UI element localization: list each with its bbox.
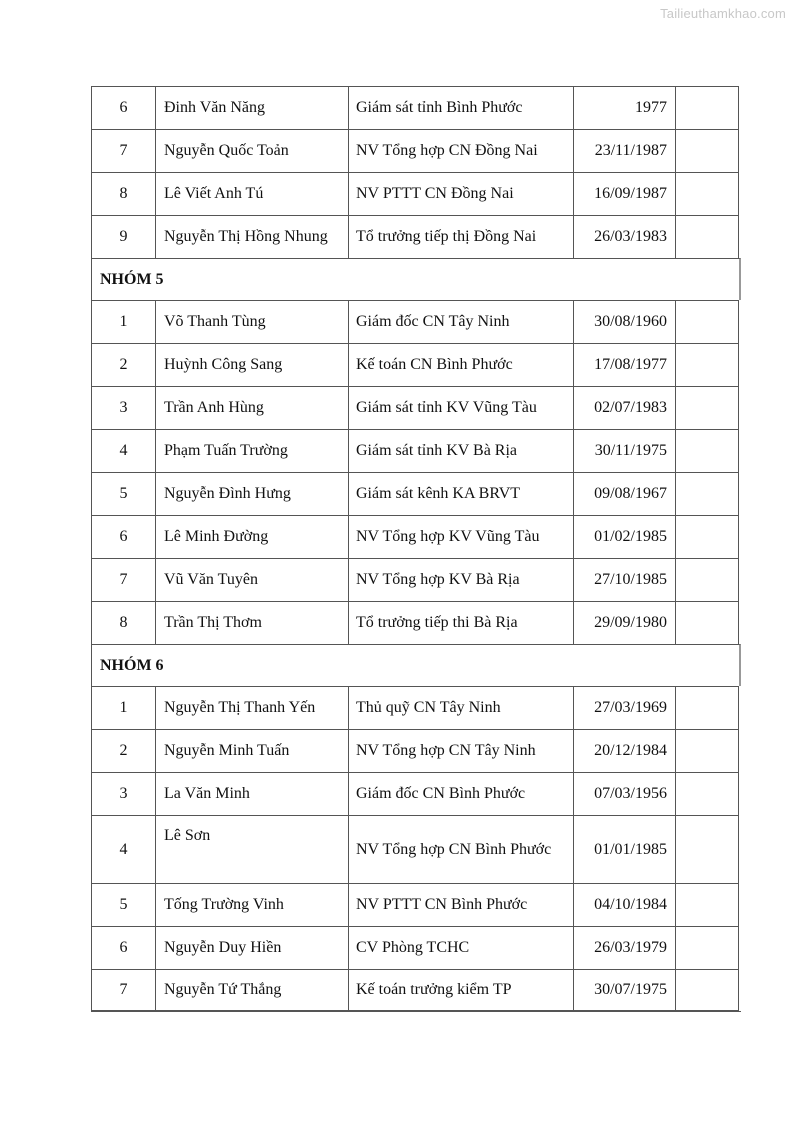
- cell-dob: 04/10/1984: [573, 883, 675, 926]
- cell-position: NV Tổng hợp CN Đồng Nai: [348, 129, 573, 172]
- cell-no: 1: [91, 686, 155, 729]
- table-row: [91, 386, 741, 429]
- cell-note: [675, 772, 739, 815]
- cell-note: [675, 729, 739, 772]
- table-row: [91, 172, 741, 215]
- cell-position: NV Tổng hợp CN Tây Ninh: [348, 729, 573, 772]
- cell-name: Nguyễn Đình Hưng: [155, 472, 348, 515]
- cell-dob: 27/03/1969: [573, 686, 675, 729]
- cell-no: 4: [91, 429, 155, 472]
- cell-name: Lê Viết Anh Tú: [155, 172, 348, 215]
- cell-position: Kế toán CN Bình Phước: [348, 343, 573, 386]
- cell-name: Lê Sơn: [155, 815, 348, 883]
- cell-no: 1: [91, 300, 155, 343]
- cell-name: Vũ Văn Tuyên: [155, 558, 348, 601]
- cell-name: La Văn Minh: [155, 772, 348, 815]
- cell-no: 9: [91, 215, 155, 258]
- cell-dob: 09/08/1967: [573, 472, 675, 515]
- cell-note: [675, 86, 739, 129]
- cell-dob: 30/11/1975: [573, 429, 675, 472]
- table-row: [91, 729, 741, 772]
- cell-position: Giám sát kênh KA BRVT: [348, 472, 573, 515]
- cell-name: Tống Trường Vinh: [155, 883, 348, 926]
- cell-dob: 23/11/1987: [573, 129, 675, 172]
- group-header-5: [91, 258, 741, 300]
- cell-dob: 07/03/1956: [573, 772, 675, 815]
- table-row: [91, 86, 741, 129]
- cell-note: [675, 926, 739, 969]
- cell-position: NV Tổng hợp CN Bình Phước: [348, 815, 573, 883]
- cell-dob: 20/12/1984: [573, 729, 675, 772]
- cell-no: 6: [91, 926, 155, 969]
- table-row: [91, 558, 741, 601]
- table-row: [91, 883, 741, 926]
- cell-dob: 26/03/1979: [573, 926, 675, 969]
- cell-note: [675, 969, 739, 1011]
- cell-note: [675, 601, 739, 644]
- cell-note: [675, 883, 739, 926]
- cell-name: Võ Thanh Tùng: [155, 300, 348, 343]
- table-row: [91, 300, 741, 343]
- table-row: [91, 815, 741, 883]
- group-title: NHÓM 6: [91, 644, 741, 686]
- cell-name: Đinh Văn Năng: [155, 86, 348, 129]
- cell-position: Thủ quỹ CN Tây Ninh: [348, 686, 573, 729]
- staff-table: [91, 86, 741, 1012]
- cell-dob: 1977: [573, 86, 675, 129]
- cell-dob: 27/10/1985: [573, 558, 675, 601]
- group-title: NHÓM 5: [91, 258, 741, 300]
- cell-no: 2: [91, 343, 155, 386]
- cell-position: NV PTTT CN Bình Phước: [348, 883, 573, 926]
- cell-position: Giám đốc CN Bình Phước: [348, 772, 573, 815]
- watermark: Tailieuthamkhao.com: [660, 6, 786, 21]
- cell-note: [675, 129, 739, 172]
- cell-name: Huỳnh Công Sang: [155, 343, 348, 386]
- cell-name: Nguyễn Minh Tuấn: [155, 729, 348, 772]
- table-row: [91, 969, 741, 1012]
- table-row: [91, 472, 741, 515]
- cell-position: CV Phòng TCHC: [348, 926, 573, 969]
- cell-position: NV Tổng hợp KV Vũng Tàu: [348, 515, 573, 558]
- cell-name: Lê Minh Đường: [155, 515, 348, 558]
- cell-note: [675, 472, 739, 515]
- cell-dob: 29/09/1980: [573, 601, 675, 644]
- cell-dob: 26/03/1983: [573, 215, 675, 258]
- cell-position: Tổ trưởng tiếp thị Đồng Nai: [348, 215, 573, 258]
- cell-note: [675, 386, 739, 429]
- cell-position: Giám sát tỉnh Bình Phước: [348, 86, 573, 129]
- cell-position: Giám sát tỉnh KV Vũng Tàu: [348, 386, 573, 429]
- cell-dob: 01/02/1985: [573, 515, 675, 558]
- cell-note: [675, 686, 739, 729]
- cell-note: [675, 343, 739, 386]
- cell-no: 8: [91, 172, 155, 215]
- cell-position: NV Tổng hợp KV Bà Rịa: [348, 558, 573, 601]
- table-row: [91, 926, 741, 969]
- cell-position: Tổ trưởng tiếp thi Bà Rịa: [348, 601, 573, 644]
- table-row: [91, 772, 741, 815]
- cell-note: [675, 515, 739, 558]
- cell-no: 7: [91, 558, 155, 601]
- cell-note: [675, 429, 739, 472]
- table-row: [91, 343, 741, 386]
- cell-name: Nguyễn Thị Thanh Yến: [155, 686, 348, 729]
- cell-position: Giám đốc CN Tây Ninh: [348, 300, 573, 343]
- cell-note: [675, 558, 739, 601]
- cell-no: 7: [91, 969, 155, 1011]
- cell-no: 3: [91, 772, 155, 815]
- cell-no: 6: [91, 86, 155, 129]
- cell-name: Nguyễn Quốc Toản: [155, 129, 348, 172]
- cell-name: Trần Anh Hùng: [155, 386, 348, 429]
- table-row: [91, 686, 741, 729]
- cell-note: [675, 815, 739, 883]
- cell-dob: 16/09/1987: [573, 172, 675, 215]
- cell-no: 6: [91, 515, 155, 558]
- cell-no: 8: [91, 601, 155, 644]
- cell-no: 5: [91, 883, 155, 926]
- cell-no: 2: [91, 729, 155, 772]
- cell-dob: 01/01/1985: [573, 815, 675, 883]
- cell-name: Nguyễn Duy Hiền: [155, 926, 348, 969]
- cell-no: 7: [91, 129, 155, 172]
- table-row: [91, 129, 741, 172]
- cell-name: Trần Thị Thơm: [155, 601, 348, 644]
- cell-note: [675, 300, 739, 343]
- table-row: [91, 515, 741, 558]
- cell-no: 4: [91, 815, 155, 883]
- cell-name: Nguyễn Tứ Thắng: [155, 969, 348, 1011]
- group-header-6: [91, 644, 741, 686]
- cell-dob: 30/08/1960: [573, 300, 675, 343]
- cell-name: Phạm Tuấn Trường: [155, 429, 348, 472]
- cell-dob: 30/07/1975: [573, 969, 675, 1011]
- cell-position: Kế toán trưởng kiểm TP: [348, 969, 573, 1011]
- cell-no: 3: [91, 386, 155, 429]
- cell-position: NV PTTT CN Đồng Nai: [348, 172, 573, 215]
- table-row: [91, 429, 741, 472]
- table-row: [91, 601, 741, 644]
- cell-name: Nguyễn Thị Hồng Nhung: [155, 215, 348, 258]
- cell-note: [675, 215, 739, 258]
- cell-note: [675, 172, 739, 215]
- cell-no: 5: [91, 472, 155, 515]
- cell-position: Giám sát tỉnh KV Bà Rịa: [348, 429, 573, 472]
- cell-dob: 02/07/1983: [573, 386, 675, 429]
- cell-dob: 17/08/1977: [573, 343, 675, 386]
- table-row: [91, 215, 741, 258]
